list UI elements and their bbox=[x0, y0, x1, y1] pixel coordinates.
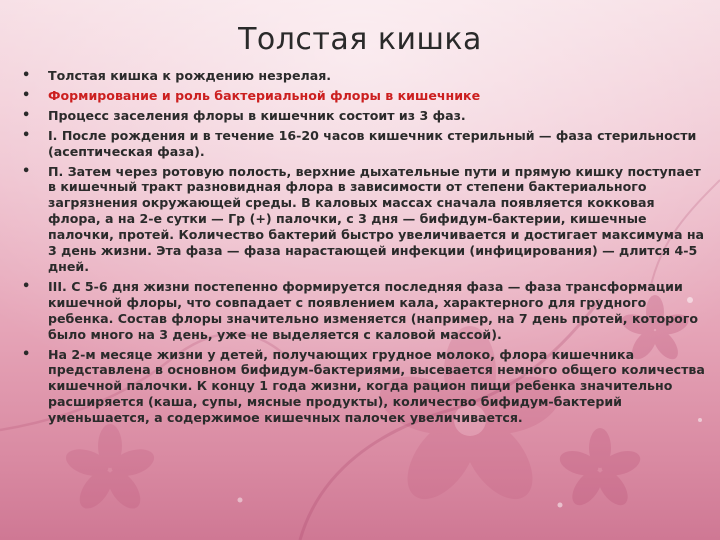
list-item bbox=[22, 347, 706, 427]
bullet-icon: • bbox=[22, 68, 31, 83]
slide-title: Толстая кишка bbox=[238, 22, 482, 57]
bullet-text: III. С 5-6 дня жизни постепенно формируется последняя фаза — фаза трансформации кишечной флоры, что совпадает с появлением кала, характерного для грудного ребенка. Состав флоры значительно изменяется (например, на 7 день протей, которого было много на 3 день, уже не выделяется с каловой массой). bbox=[48, 278, 699, 342]
bullet-icon: • bbox=[22, 163, 31, 179]
bullet-text: I. После рождения и в течение 16-20 часов кишечник стерильный — фаза стерильности (асептическая фаза). bbox=[48, 127, 697, 159]
bullet-text: Формирование и роль бактериальной флоры в кишечнике bbox=[48, 87, 481, 103]
list-item bbox=[22, 108, 706, 124]
bullet-icon: • bbox=[22, 127, 31, 143]
bullet-icon: • bbox=[22, 107, 31, 123]
list-item bbox=[22, 128, 706, 160]
list-item bbox=[22, 68, 706, 84]
bullet-icon: • bbox=[22, 346, 31, 362]
bullet-text: П. Затем через ротовую полость, верхние дыхательные пути и прямую кишку поступает в кишечный тракт разновидная флора в зависимости от степени бактериального загрязнения окружающей среды. В каловых массах сначала появляется кокковая флора, а на 2-е сутки — Гр (+) палочки, с 3 дня — бифидум-бактерии, кишечные палочки, протей. Количество бактерий быстро увеличивается и достигает максимума на 3 день жизни. Эта фаза — фаза нарастающей инфекции (инфицирования) — длится 4-5 дней. bbox=[48, 163, 705, 274]
bullet-icon: • bbox=[22, 87, 31, 103]
bullet-text: Толстая кишка к рождению незрелая. bbox=[48, 68, 332, 83]
bullet-text: На 2-м месяце жизни у детей, получающих грудное молоко, флора кишечника представлена в основном бифидум-бактериями, высевается немного общего количества кишечной палочки. К концу 1 года жизни, когда рацион пищи ребенка значительно расширяется (каша, супы, мясные продукты), количество бифидум-бактерий уменьшается, а содержимое кишечных палочек увеличивается. bbox=[48, 346, 705, 426]
list-item bbox=[22, 88, 706, 104]
list-item bbox=[22, 279, 706, 343]
bullet-text: Процесс заселения флоры в кишечник состоит из 3 фаз. bbox=[48, 107, 466, 123]
list-item bbox=[22, 164, 706, 275]
bullet-list bbox=[22, 68, 706, 430]
bullet-icon: • bbox=[22, 278, 31, 294]
